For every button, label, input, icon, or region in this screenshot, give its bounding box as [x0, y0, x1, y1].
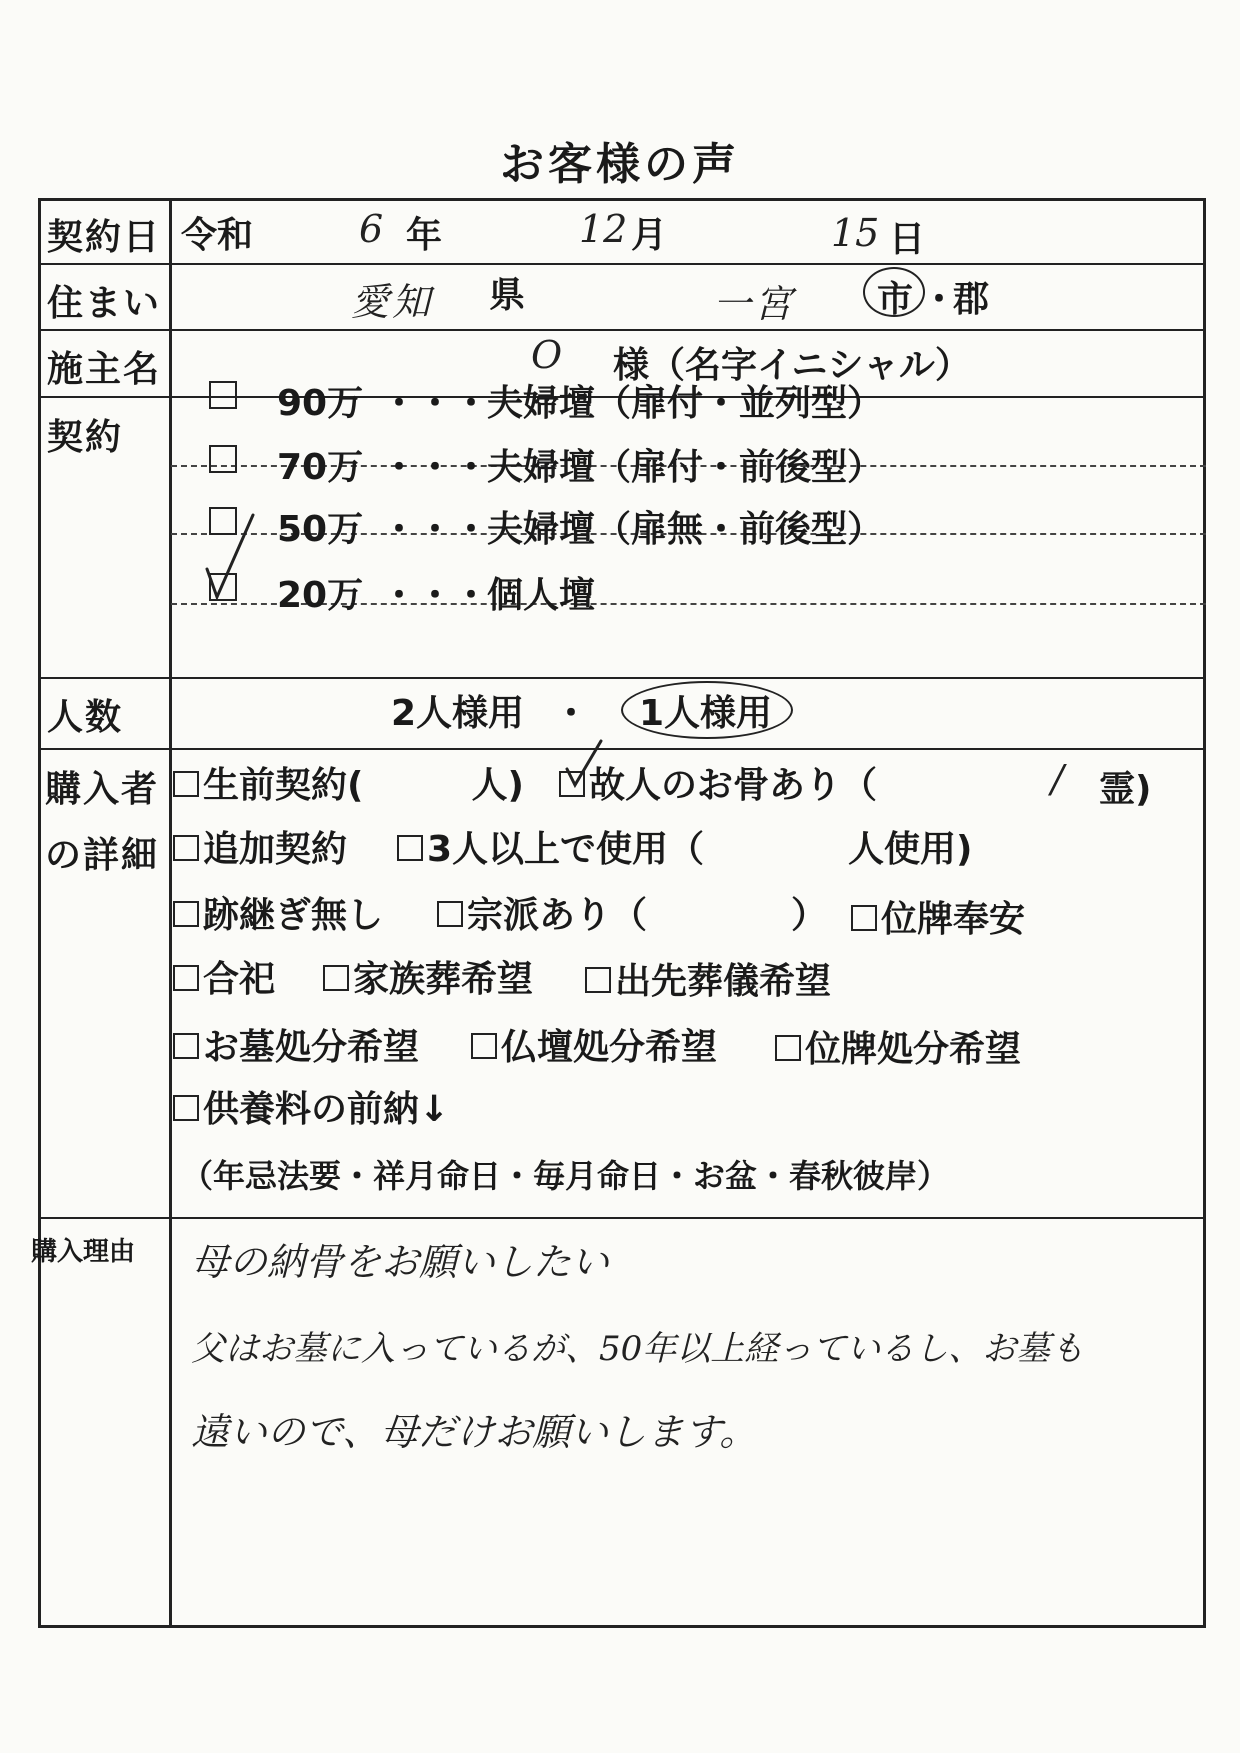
era-label: 令和 [181, 215, 254, 256]
option-price: 20万 [277, 575, 364, 616]
row-divider [41, 677, 1206, 679]
contract-date-label: 契約日 [47, 217, 162, 258]
reason-label: 購入理由 [31, 1237, 136, 1267]
city-option: 市 [877, 279, 914, 320]
checkbox-icon [173, 1033, 199, 1059]
option-desc: 個人壇 [487, 575, 596, 616]
detail-family-funeral[interactable]: 家族葬希望 [323, 951, 533, 1002]
county-option: 郡 [953, 279, 990, 320]
detail-no-heir[interactable]: 跡継ぎ無し [173, 887, 383, 938]
prepay-note: （年忌法要・祥月命日・毎月命日・お盆・春秋彼岸） [181, 1157, 950, 1195]
people-separator: ・ [553, 693, 590, 734]
option-dots: ・・・ [381, 575, 490, 616]
row-divider [41, 1217, 1206, 1219]
checkbox-icon [173, 965, 199, 991]
checkbox-icon [471, 1033, 497, 1059]
detail-remote-funeral[interactable]: 出先葬儀希望 [585, 953, 831, 1004]
year-value: 6 [359, 207, 384, 251]
detail-tablet-disposal[interactable]: 位牌処分希望 [775, 1021, 1021, 1072]
option-dots: ・・・ [381, 447, 490, 488]
month-value: 12 [579, 207, 628, 251]
page-title: お客様の声 [500, 139, 740, 190]
residence-label: 住まい [47, 283, 162, 324]
day-value: 15 [831, 211, 880, 255]
detail-remains[interactable]: 故人のお骨あり（ [559, 757, 877, 808]
checkbox-icon [437, 901, 463, 927]
row-divider [41, 329, 1206, 331]
checkmark-icon [201, 511, 261, 603]
reason-line: 父はお墓に入っているが、50年以上経っているし、お墓も [191, 1329, 1085, 1369]
checkbox-icon [323, 965, 349, 991]
detail-three-plus[interactable]: 3人以上で使用（ 人使用) [397, 821, 973, 872]
prefecture-unit: 県 [489, 275, 526, 316]
detail-pre-contract[interactable]: 生前契約( 人) [173, 757, 524, 808]
form-frame [31, 198, 1206, 1628]
detail-altar-disposal[interactable]: 仏壇処分希望 [471, 1019, 717, 1070]
detail-sect[interactable]: 宗派あり（ ） [437, 887, 827, 938]
option-dots: ・・・ [381, 509, 490, 550]
option-price: 50万 [277, 509, 364, 550]
option-desc: 夫婦壇（扉付・並列型） [487, 383, 884, 424]
checkbox-icon [173, 771, 199, 797]
client-name-suffix: 様（名字イニシャル） [613, 345, 971, 386]
option-price: 70万 [277, 447, 364, 488]
checkbox-icon [173, 1095, 199, 1121]
option-separator: ・ [921, 279, 958, 320]
people-option-2: 2人様用 [391, 693, 525, 734]
contract-label: 契約 [47, 417, 124, 458]
checkbox-70[interactable] [209, 445, 237, 473]
people-option-1: 1人様用 [639, 693, 773, 734]
checkbox-icon [173, 901, 199, 927]
remains-unit: 霊) [1099, 769, 1152, 810]
city-value: 一宮 [713, 282, 796, 326]
checkbox-90[interactable] [209, 381, 237, 409]
option-price: 90万 [277, 383, 364, 424]
client-name-label: 施主名 [47, 349, 162, 390]
detail-grave-disposal[interactable]: お墓処分希望 [173, 1019, 419, 1070]
remains-count: / [1051, 757, 1064, 801]
option-dots: ・・・ [381, 383, 490, 424]
detail-tablet-enshrine[interactable]: 位牌奉安 [851, 891, 1025, 942]
year-unit: 年 [406, 215, 443, 256]
month-unit: 月 [631, 215, 668, 256]
people-label: 人数 [47, 697, 124, 738]
checkbox-icon [775, 1035, 801, 1061]
reason-line: 遠いので、母だけお願いします。 [191, 1410, 758, 1454]
detail-prepay[interactable]: 供養料の前納↓ [173, 1081, 449, 1132]
checkbox-icon [173, 835, 199, 861]
detail-additional[interactable]: 追加契約 [173, 821, 347, 872]
row-divider [41, 748, 1206, 750]
reason-line: 母の納骨をお願いしたい [191, 1240, 610, 1284]
details-label-line2: の詳細 [45, 835, 160, 876]
option-desc: 夫婦壇（扉無・前後型） [487, 509, 884, 550]
checkbox-icon [585, 967, 611, 993]
row-divider [41, 263, 1206, 265]
client-name-value: O [531, 333, 563, 377]
day-unit: 日 [889, 219, 926, 260]
checkbox-icon [397, 835, 423, 861]
checkmark-icon [561, 735, 611, 791]
details-label-line1: 購入者 [45, 769, 160, 810]
prefecture-value: 愛知 [351, 280, 434, 324]
option-desc: 夫婦壇（扉付・前後型） [487, 447, 884, 488]
checkbox-icon [851, 905, 877, 931]
detail-joint[interactable]: 合祀 [173, 951, 275, 1002]
column-divider [169, 201, 172, 1628]
